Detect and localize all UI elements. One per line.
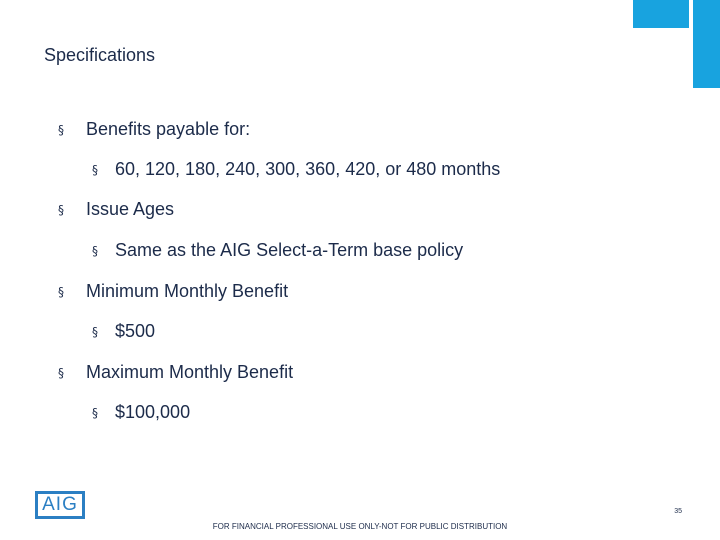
bullet-text: Same as the AIG Select-a-Term base policy bbox=[115, 240, 464, 260]
sub-bullet-months bbox=[92, 159, 500, 180]
bullet-minimum-benefit bbox=[58, 281, 288, 302]
bullet-text: Issue Ages bbox=[86, 199, 175, 219]
page-title: Specifications bbox=[44, 45, 156, 65]
footer-disclaimer: FOR FINANCIAL PROFESSIONAL USE ONLY-NOT FOR PUBLIC DISTRIBUTION bbox=[212, 522, 508, 531]
sub-bullet-maximum-amount bbox=[92, 402, 190, 423]
bullet-issue-ages bbox=[58, 199, 174, 220]
bullet-text: Minimum Monthly Benefit bbox=[86, 281, 289, 301]
bullet-marker-icon: § bbox=[58, 365, 64, 380]
bullet-marker-icon: § bbox=[92, 243, 98, 258]
bullet-text: Maximum Monthly Benefit bbox=[86, 362, 294, 382]
bullet-marker-icon: § bbox=[58, 122, 64, 137]
sub-bullet-issue-ages bbox=[92, 240, 463, 261]
decorative-blue-bar bbox=[693, 0, 720, 88]
bullet-marker-icon: § bbox=[92, 405, 98, 420]
bullet-text: $500 bbox=[115, 321, 156, 341]
bullet-marker-icon: § bbox=[58, 202, 64, 217]
sub-bullet-minimum-amount bbox=[92, 321, 155, 342]
bullet-marker-icon: § bbox=[92, 324, 98, 339]
bullet-maximum-benefit bbox=[58, 362, 293, 383]
bullet-marker-icon: § bbox=[92, 162, 98, 177]
bullet-text: 60, 120, 180, 240, 300, 360, 420, or 480 months bbox=[115, 159, 501, 179]
aig-logo: AIG bbox=[35, 491, 85, 519]
page-number: 35 bbox=[674, 508, 682, 515]
decorative-blue-block bbox=[633, 0, 689, 28]
bullet-text: Benefits payable for: bbox=[86, 119, 251, 139]
bullet-text: $100,000 bbox=[115, 402, 191, 422]
bullet-benefits-payable bbox=[58, 119, 250, 140]
bullet-marker-icon: § bbox=[58, 284, 64, 299]
